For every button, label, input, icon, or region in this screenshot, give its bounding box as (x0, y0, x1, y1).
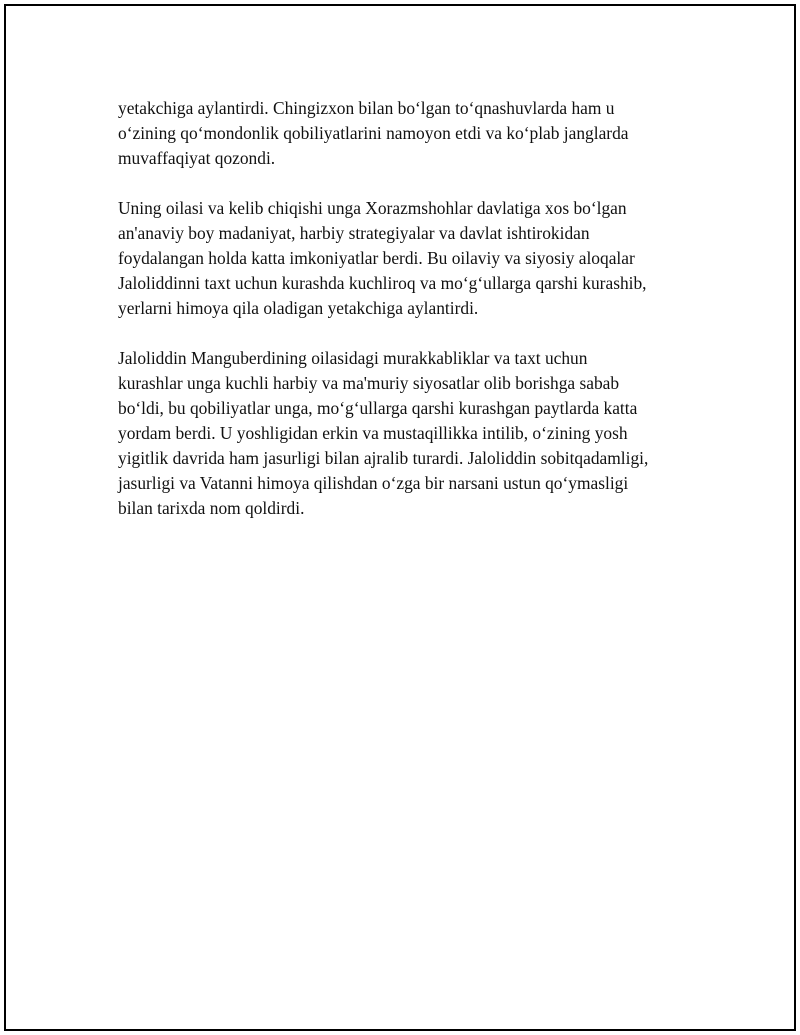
paragraph-3 (118, 346, 698, 521)
text-line: bilan tarixda nom qoldirdi. (118, 498, 305, 518)
text-line: yetakchiga aylantirdi. Chingizxon bilan bo‘lgan to‘qnashuvlarda ham u (118, 98, 615, 118)
document-body (118, 96, 698, 546)
text-line: yerlarni himoya qila oladigan yetakchiga aylantirdi. (118, 298, 479, 318)
text-line: bo‘ldi, bu qobiliyatlar unga, mo‘g‘ullarga qarshi kurashgan paytlarda katta (118, 398, 638, 418)
text-line: Uning oilasi va kelib chiqishi unga Xorazmshohlar davlatiga xos bo‘lgan (118, 198, 627, 218)
text-line: yigitlik davrida ham jasurligi bilan ajralib turardi. Jaloliddin sobitqadamligi, (118, 448, 649, 468)
text-line: muvaffaqiyat qozondi. (118, 148, 276, 168)
text-line: Jaloliddinni taxt uchun kurashda kuchliroq va mo‘g‘ullarga qarshi kurashib, (118, 273, 647, 293)
document-page (4, 4, 796, 1031)
text-line: an'anaviy boy madaniyat, harbiy strategiyalar va davlat ishtirokidan (118, 223, 590, 243)
text-line: Jaloliddin Manguberdining oilasidagi murakkabliklar va taxt uchun (118, 348, 588, 368)
paragraph-1 (118, 96, 698, 171)
text-line: foydalangan holda katta imkoniyatlar berdi. Bu oilaviy va siyosiy aloqalar (118, 248, 635, 268)
text-line: yordam berdi. U yoshligidan erkin va mustaqillikka intilib, o‘zining yosh (118, 423, 628, 443)
text-line: o‘zining qo‘mondonlik qobiliyatlarini namoyon etdi va ko‘plab janglarda (118, 123, 629, 143)
paragraph-2 (118, 196, 698, 321)
text-line: jasurligi va Vatanni himoya qilishdan o‘zga bir narsani ustun qo‘ymasligi (118, 473, 629, 493)
text-line: kurashlar unga kuchli harbiy va ma'muriy siyosatlar olib borishga sabab (118, 373, 620, 393)
